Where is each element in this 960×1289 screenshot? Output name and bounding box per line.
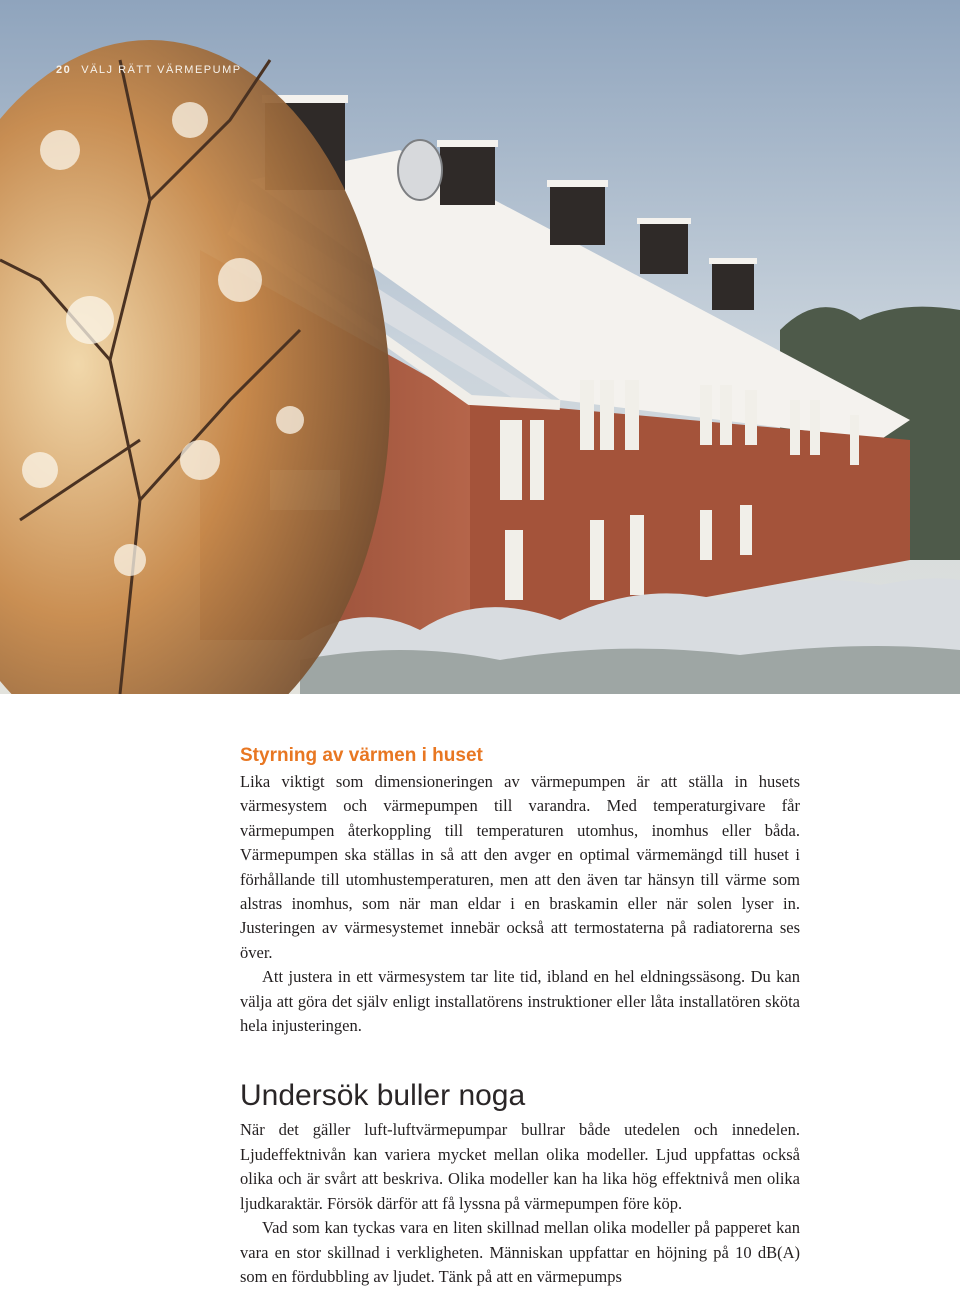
section-heading-noise: Undersök buller noga bbox=[240, 1079, 526, 1113]
section-title: VÄLJ RÄTT VÄRMEPUMP bbox=[81, 64, 242, 76]
page-header bbox=[56, 64, 242, 76]
paragraph: Vad som kan tyckas vara en liten skillnad mellan olika modeller på papperet kan vara en stor skillnad i verkligheten. Människan uppfattar en höjning på 10 dB(A) som en fördubbling av ljudet. Tänk på att en värmepumps bbox=[240, 1218, 800, 1286]
paragraph: Lika viktigt som dimensioneringen av värmepumpen är att ställa in husets värmesystem och värmepumpen till varandra. Med temperaturgivare får värmepumpen återkoppling till temperaturen utomhus, inomhus eller båda. Värmepumpen ska ställas in så att den avger en optimal värmemängd till huset i förhållande till utomhustemperaturen, men att den även tar hänsyn till värme som alstras inomhus, som när man eldar i en braskamin eller när solen lyser in. Justeringen av värmesystemet innebär också att termostaterna på radiatorerna ses över. bbox=[240, 772, 800, 962]
article-body bbox=[240, 744, 800, 1289]
page-number: 20 bbox=[56, 64, 72, 76]
paragraph: När det gäller luft-luftvärmepumpar bullrar både utedelen och innedelen. Ljudeffektnivån kan variera mycket mellan olika modeller. Ljud uppfattas också olika och är svårt att beskriva. Olika modeller kan ha lika hög effektnivå men olika ljudkaraktär. Försök därför att få lyssna på värmepumpen före köp. bbox=[240, 1120, 800, 1213]
paragraph: Att justera in ett värmesystem tar lite tid, ibland en hel eldningssäsong. Du kan välja att göra det själv enligt installatörens instruktioner eller låta installatören sköta hela injusteringen. bbox=[240, 967, 800, 1036]
section-heading-heating-control: Styrning av värmen i huset bbox=[240, 745, 483, 766]
